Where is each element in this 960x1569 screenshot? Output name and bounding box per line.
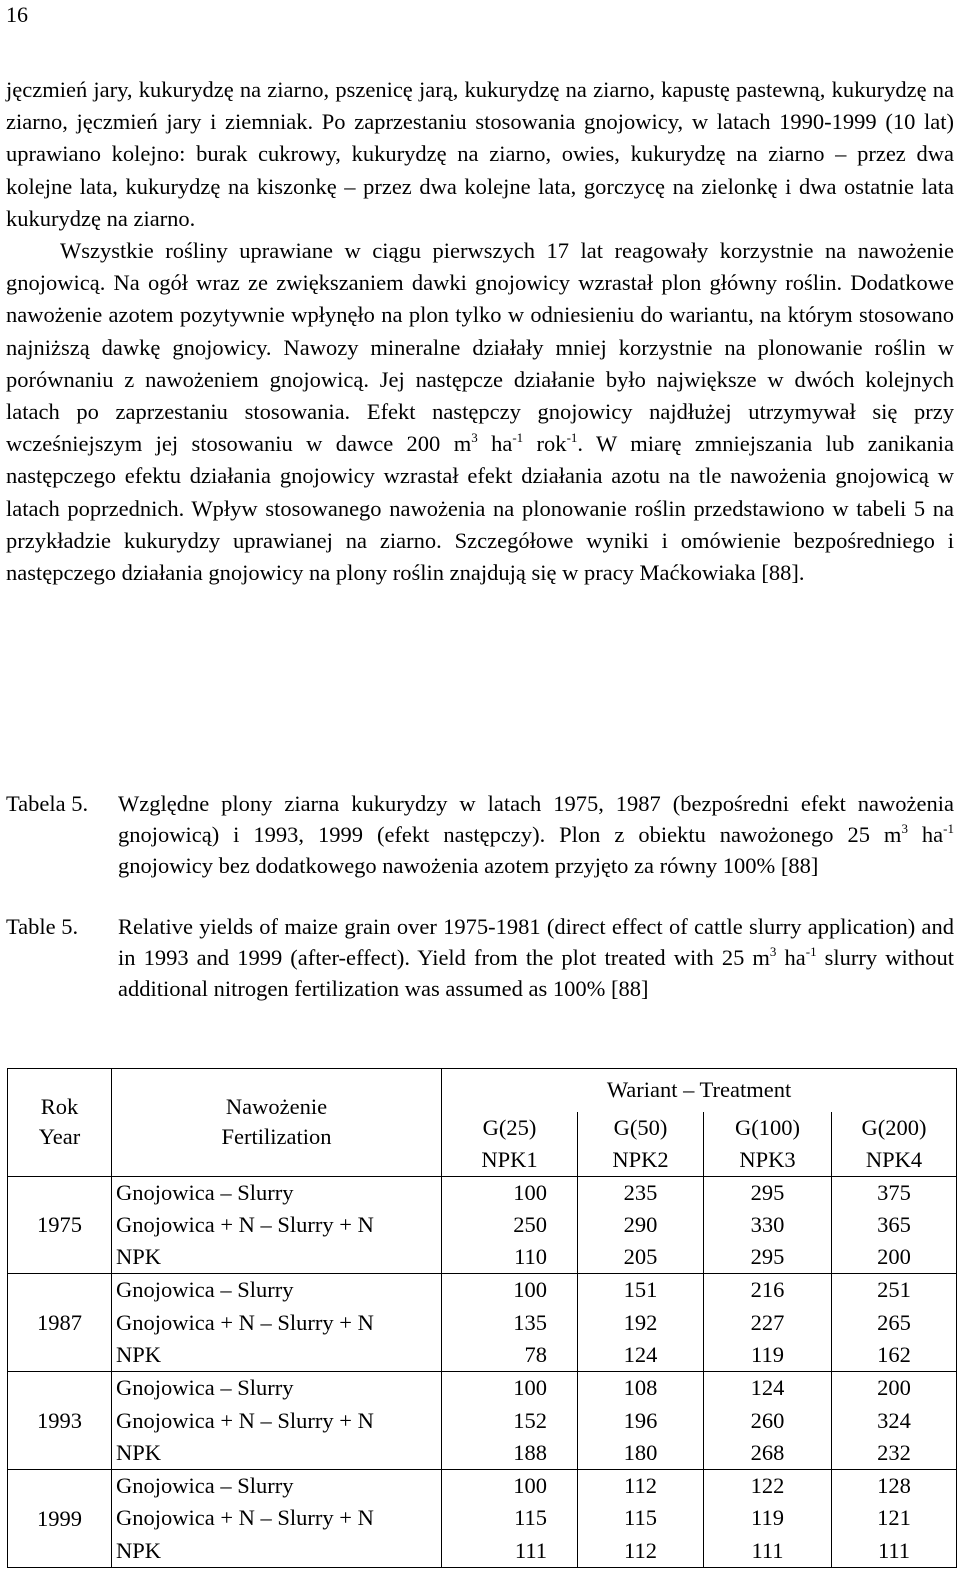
fertilization-label: Gnojowica – Slurry: [116, 1473, 294, 1499]
body-text: [6, 74, 954, 589]
yield-value: 295: [750, 1179, 785, 1205]
yield-table: [7, 1068, 957, 1568]
yield-value: 78: [524, 1341, 547, 1367]
value-cell: [832, 1274, 957, 1372]
yield-value: 200: [877, 1375, 911, 1401]
yield-value: 152: [513, 1407, 547, 1433]
yield-value: 115: [514, 1505, 547, 1531]
yield-value: 124: [623, 1341, 658, 1367]
fertilization-label: Gnojowica + N – Slurry + N: [116, 1505, 374, 1531]
value-cell: [442, 1372, 578, 1470]
yield-value: 192: [623, 1309, 658, 1335]
year-cell: 1993: [8, 1372, 112, 1470]
year-cell: 1987: [8, 1274, 112, 1372]
fertilization-label: NPK: [116, 1537, 162, 1563]
value-cell: [832, 1176, 957, 1274]
yield-value: 265: [877, 1309, 911, 1335]
yield-value: 100: [513, 1179, 547, 1205]
yield-value: 122: [750, 1473, 785, 1499]
header-col-3: G(100) NPK3: [704, 1112, 832, 1177]
yield-value: 135: [513, 1309, 547, 1335]
table-row: [8, 1372, 957, 1470]
yield-value: 295: [750, 1244, 785, 1270]
value-cell: [704, 1274, 832, 1372]
fertilization-label: NPK: [116, 1341, 162, 1367]
yield-value: 108: [623, 1375, 658, 1401]
yield-value: 330: [750, 1211, 785, 1237]
yield-value: 251: [877, 1277, 911, 1303]
yield-value: 375: [877, 1179, 911, 1205]
yield-value: 227: [750, 1309, 785, 1335]
value-cell: [832, 1372, 957, 1470]
table-caption-en: [6, 911, 954, 1004]
fertilization-cell: [112, 1176, 442, 1274]
fertilization-cell: [112, 1372, 442, 1470]
yield-value: 121: [877, 1505, 911, 1531]
yield-value: 112: [624, 1473, 657, 1499]
caption-text-en: Relative yields of maize grain over 1975-1981 (direct effect of cattle slurry application) and in 1993 and 1999 (after-effect). Yield from the plot treated with 25 $m^3$ $ha^{-1}$ slurry without additional nitrogen fertilization was assumed as 100% [88]: [118, 914, 954, 1001]
fertilization-label: NPK: [116, 1244, 162, 1270]
yield-value: 260: [750, 1407, 785, 1433]
yield-value: 268: [750, 1439, 785, 1465]
yield-value: 110: [514, 1244, 547, 1270]
fertilization-label: Gnojowica + N – Slurry + N: [116, 1211, 374, 1237]
yield-value: 111: [751, 1537, 784, 1563]
page-number: 16: [6, 2, 28, 27]
fertilization-label: Gnojowica – Slurry: [116, 1277, 294, 1303]
fertilization-cell: [112, 1470, 442, 1568]
value-cell: [704, 1176, 832, 1274]
yield-value: 100: [513, 1277, 547, 1303]
value-cell: [578, 1274, 704, 1372]
fertilization-label: Gnojowica + N – Slurry + N: [116, 1407, 374, 1433]
caption-text-pl: Względne plony ziarna kukurydzy w latach 1975, 1987 (bezpośredni efekt nawożenia gnojowicą) i 1993, 1999 (efekt następczy). Plon z obiektu nawożonego 25 $m^3$ $ha^{-1}$ gnojowicy bez dodatkowego nawożenia azotem przyjęto za równy 100% [88]: [118, 791, 954, 878]
year-cell: 1975: [8, 1176, 112, 1274]
yield-value: 112: [624, 1537, 657, 1563]
yield-value: 115: [624, 1505, 657, 1531]
yield-value: 290: [623, 1211, 658, 1237]
value-cell: [442, 1176, 578, 1274]
yield-value: 100: [513, 1473, 547, 1499]
fertilization-cell: [112, 1274, 442, 1372]
year-cell: 1999: [8, 1470, 112, 1568]
yield-value: 216: [750, 1277, 785, 1303]
value-cell: [442, 1274, 578, 1372]
yield-value: 124: [750, 1375, 785, 1401]
yield-value: 119: [751, 1505, 784, 1531]
value-cell: [578, 1372, 704, 1470]
value-cell: [442, 1470, 578, 1568]
fertilization-label: Gnojowica – Slurry: [116, 1375, 294, 1401]
caption-label-en: Table 5.: [6, 914, 79, 939]
yield-value: 128: [877, 1473, 911, 1499]
yield-value: 235: [623, 1179, 658, 1205]
yield-value: 180: [623, 1439, 658, 1465]
paragraph-1: jęczmień jary, kukurydzę na ziarno, pszenicę jarą, kukurydzę na ziarno, kapustę pastewną, kukurydzę na ziarno, jęczmień jary i ziemniak. Po zaprzestaniu stosowania gnojowicy, w latach 1990-1999 (10 lat) uprawiano kolejno: burak cukrowy, kukurydzę na ziarno, owies, kukurydzę na ziarno – przez dwa kolejne lata, kukurydzę na kiszonkę – przez dwa kolejne lata, gorczycę na zielonkę i dwa ostatnie lata kukurydzę na ziarno.: [6, 77, 954, 231]
value-cell: [578, 1176, 704, 1274]
header-col-1: G(25) NPK1: [442, 1112, 578, 1177]
value-cell: [578, 1470, 704, 1568]
yield-value: 196: [623, 1407, 658, 1433]
yield-value: 250: [513, 1211, 547, 1237]
header-variant: Wariant – Treatment: [442, 1069, 957, 1112]
yield-value: 100: [513, 1375, 547, 1401]
yield-value: 205: [623, 1244, 658, 1270]
yield-value: 324: [877, 1407, 911, 1433]
value-cell: [832, 1470, 957, 1568]
value-cell: [704, 1470, 832, 1568]
yield-value: 200: [877, 1244, 911, 1270]
yield-value: 119: [751, 1341, 784, 1367]
header-col-4: G(200) NPK4: [832, 1112, 957, 1177]
table-row: [8, 1176, 957, 1274]
fertilization-label: NPK: [116, 1439, 162, 1465]
fertilization-label: Gnojowica + N – Slurry + N: [116, 1309, 374, 1335]
yield-value: 162: [877, 1341, 911, 1367]
yield-value: 188: [513, 1439, 547, 1465]
yield-value: 111: [514, 1537, 547, 1563]
value-cell: [704, 1372, 832, 1470]
table-row: [8, 1274, 957, 1372]
header-year: Rok Year: [8, 1069, 112, 1177]
paragraph-2: Wszystkie rośliny uprawiane w ciągu pierwszych 17 lat reagowały korzystnie na nawożenie gnojowicą. Na ogół wraz ze zwiększaniem dawki gnojowicy wzrastał plon główny roślin. Dodatkowe nawożenie azotem pozytywnie wpłynęło na plon tylko w odniesieniu do wariantu, na którym stosowano najniższą dawkę gnojowicy. Nawozy mineralne działały mniej korzystnie na plonowanie roślin w porównaniu z nawożeniem gnojowicą. Jej następcze działanie było największe w dwóch kolejnych latach po zaprzestaniu stosowania. Efekt następczy gnojowicy najdłużej utrzymywał się przy wcześniejszym jej stosowaniu w dawce 200 $m^3$ $ha^{-1}$ rok$^{-1}$. W miarę zmniejszania lub zanikania następczego efektu działania gnojowicy wzrastał efekt działania azotu na tle nawożenia gnojowicą w latach poprzednich. Wpływ stosowanego nawożenia na plonowanie roślin przedstawiono w tabeli 5 na przykładzie kukurydzy uprawianej na ziarno. Szczegółowe wyniki i omówienie bezpośredniego i następczego działania gnojowicy na plony roślin znajdują się w pracy Maćkowiaka [88].: [6, 238, 954, 586]
table-row: [8, 1470, 957, 1568]
header-col-2: G(50) NPK2: [578, 1112, 704, 1177]
yield-value: 232: [877, 1439, 911, 1465]
caption-label-pl: Tabela 5.: [6, 791, 89, 816]
table-caption-pl: [6, 788, 954, 881]
header-fertilization: Nawożenie Fertilization: [112, 1069, 442, 1177]
yield-value: 111: [877, 1537, 911, 1563]
yield-value: 151: [623, 1277, 658, 1303]
yield-value: 365: [877, 1211, 911, 1237]
fertilization-label: Gnojowica – Slurry: [116, 1179, 294, 1205]
